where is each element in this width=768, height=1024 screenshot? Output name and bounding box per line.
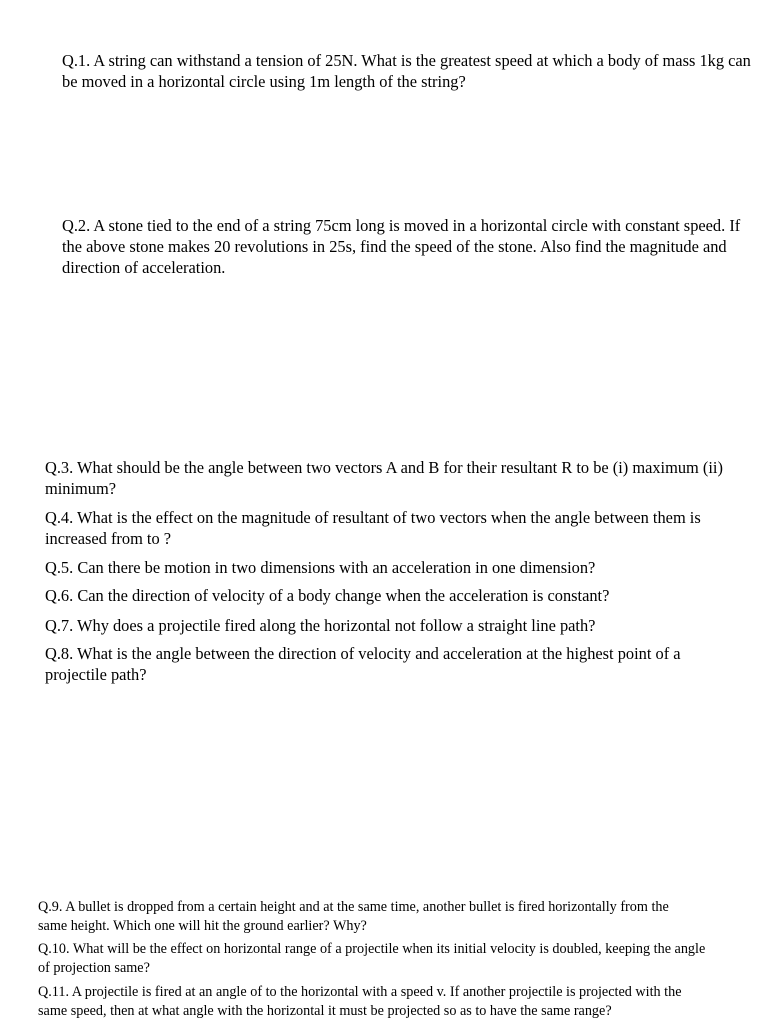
question-4: Q.4. What is the effect on the magnitude of resultant of two vectors when the angle between them is increased from to ?: [45, 508, 701, 548]
question-6: Q.6. Can the direction of velocity of a body change when the acceleration is constant?: [45, 586, 610, 605]
question-5: Q.5. Can there be motion in two dimensions with an acceleration in one dimension?: [45, 558, 596, 577]
question-1: Q.1. A string can withstand a tension of 25N. What is the greatest speed at which a body of mass 1kg can be moved in a horizontal circle using 1m length of the string?: [62, 51, 751, 91]
question-8: Q.8. What is the angle between the direction of velocity and acceleration at the highest point of a projectile path?: [45, 644, 681, 684]
question-10: Q.10. What will be the effect on horizontal range of a projectile when its initial velocity is doubled, keeping the angle of projection same?: [38, 941, 706, 976]
question-11: Q.11. A projectile is fired at an angle of to the horizontal with a speed v. If another projectile is projected with the same speed, then at what angle with the horizontal it must be projected so as to have the same range?: [38, 984, 682, 1019]
question-7: Q.7. Why does a projectile fired along the horizontal not follow a straight line path?: [45, 616, 596, 635]
question-2: Q.2. A stone tied to the end of a string 75cm long is moved in a horizontal circle with constant speed. If the above stone makes 20 revolutions in 25s, find the speed of the stone. Also find the magnitude and direction of acceleration.: [62, 216, 741, 277]
question-9: Q.9. A bullet is dropped from a certain height and at the same time, another bullet is fired horizontally from the same height. Which one will hit the ground earlier? Why?: [38, 899, 669, 934]
question-3: Q.3. What should be the angle between two vectors A and B for their resultant R to be (i) maximum (ii) minimum?: [45, 458, 723, 498]
